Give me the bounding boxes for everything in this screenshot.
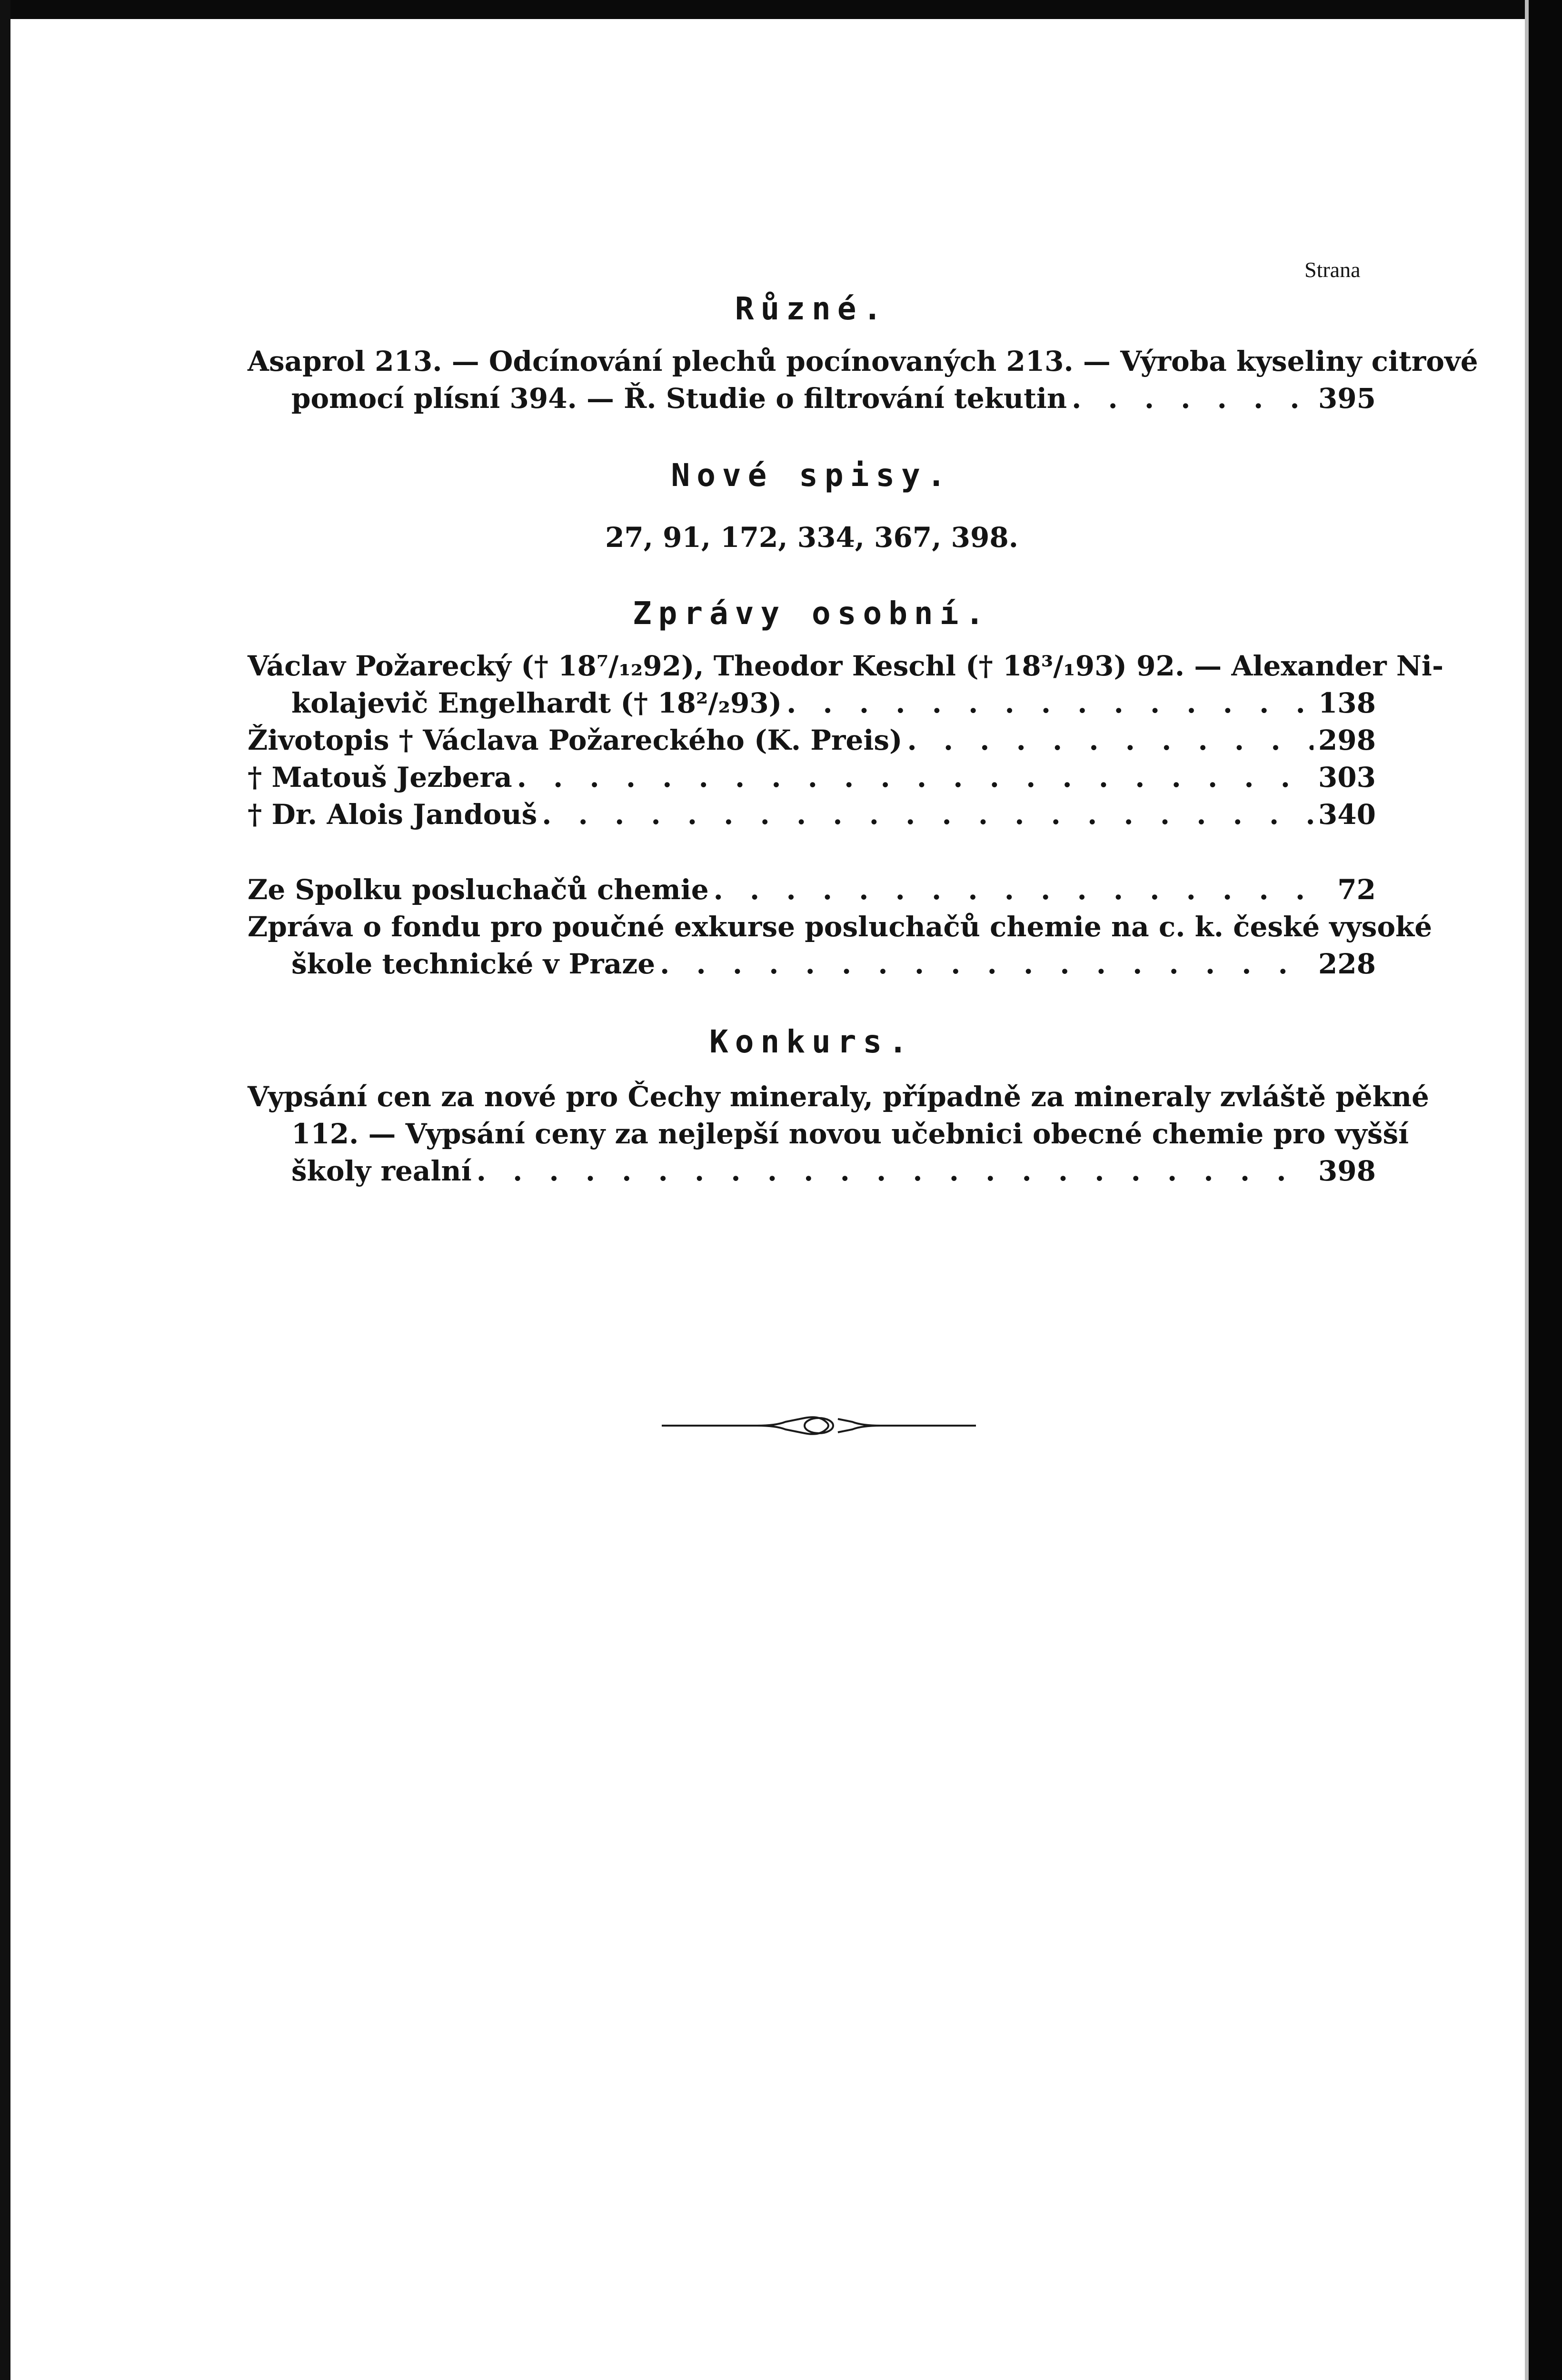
scan-border-right-edge — [1525, 0, 1529, 2380]
zpravy-entry-4 — [248, 796, 1376, 833]
entry-text: † Matouš Jezbera — [248, 761, 512, 793]
zpravy-entry-1-line-2 — [248, 684, 1376, 722]
ruzne-line-1: Asaprol 213. — Odcínování plechů pocínovaných 213. — Výroba kyseliny citrové — [248, 345, 1478, 377]
ruzne-line-2-text: pomocí plísní 394. — Ř. Studie o filtrování tekutin — [291, 382, 1067, 415]
spolek-entry-2-line-1: Zpráva o fondu pro poučné exkurse posluchačů chemie na c. k. české vysoké — [248, 911, 1433, 943]
scan-border-top — [0, 0, 1562, 19]
leader-dots — [907, 722, 1313, 759]
strana-label: Strana — [1304, 258, 1361, 282]
zpravy-entry-1-line-1: Václav Požarecký († 18⁷/₁₂92), Theodor Keschl († 18³/₁93) 92. — Alexander Ni- — [248, 650, 1444, 682]
konkurs-line-2: 112. — Vypsání ceny za nejlepší novou učebnici obecné chemie pro vyšší — [291, 1118, 1409, 1150]
leader-dots — [660, 945, 1313, 982]
scan-border-right — [1529, 0, 1562, 2380]
nove-spisy-pages: 27, 91, 172, 334, 367, 398. — [605, 521, 1018, 554]
entry-text: školy realní — [291, 1155, 472, 1187]
leader-dots — [714, 871, 1333, 908]
entry-text: Ze Spolku posluchačů chemie — [248, 873, 709, 906]
leader-dots — [786, 684, 1313, 722]
leader-dots — [1072, 380, 1313, 417]
page-number: 228 — [1318, 948, 1376, 980]
konkurs-line-1: Vypsání cen za nové pro Čechy mineraly, případně za mineraly zvláště pěkné — [248, 1081, 1429, 1113]
entry-text: škole technické v Praze — [291, 948, 656, 980]
leader-dots — [517, 759, 1313, 796]
page-number: 138 — [1318, 687, 1376, 719]
spolek-entry-2-line-2 — [248, 945, 1376, 982]
scan-border-left — [0, 0, 10, 2380]
page-number: 72 — [1337, 873, 1376, 906]
entry-text: Životopis † Václava Požareckého (K. Preis) — [248, 724, 903, 756]
entry-text: kolajevič Engelhardt († 18²/₂93) — [291, 687, 782, 719]
heading-zpravy-osobni: Zprávy osobní. — [632, 595, 991, 632]
heading-nove-spisy: Nové spisy. — [671, 457, 953, 494]
page-number: 395 — [1318, 382, 1376, 415]
ruzne-line-2 — [248, 380, 1376, 417]
konkurs-line-3 — [248, 1152, 1376, 1190]
entry-text: † Dr. Alois Jandouš — [248, 798, 537, 831]
heading-konkurs: Konkurs. — [709, 1023, 914, 1060]
page-number: 303 — [1318, 761, 1376, 793]
zpravy-entry-2 — [248, 722, 1376, 759]
leader-dots — [542, 796, 1313, 833]
spolek-entry-1 — [248, 871, 1376, 908]
leader-dots — [477, 1152, 1313, 1190]
zpravy-entry-3 — [248, 759, 1376, 796]
page-number: 398 — [1318, 1155, 1376, 1187]
page-number: 298 — [1318, 724, 1376, 756]
ornament-divider — [662, 1411, 976, 1440]
page-number: 340 — [1318, 798, 1376, 831]
heading-ruzne: Různé. — [735, 290, 889, 327]
